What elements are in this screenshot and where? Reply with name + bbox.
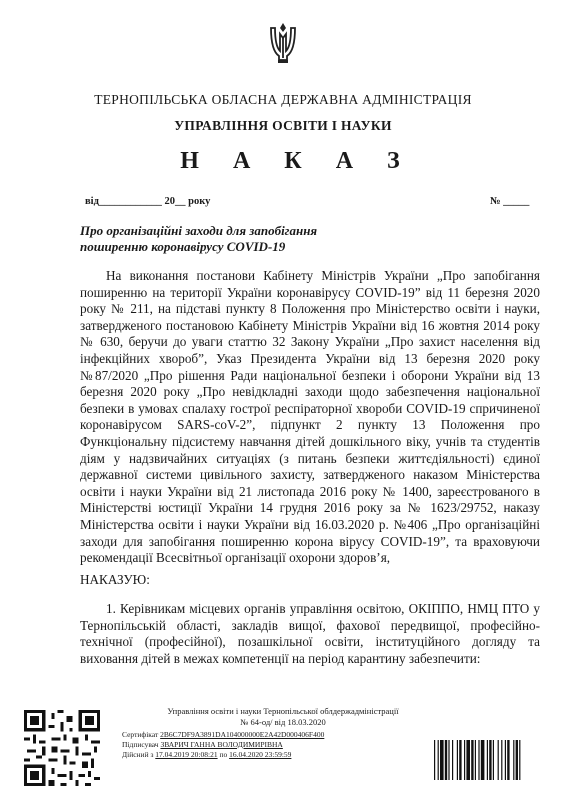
certificate-row: [122, 730, 324, 740]
valid-to-label: по: [219, 750, 228, 759]
registry-line: Управління освіти і науки Тернопільської облдержадміністрації: [167, 706, 399, 716]
signer-label: Підписувач: [122, 740, 159, 749]
body-paragraph: На виконання постанови Кабінету Міністрів України „Про запобігання поширенню на території України коронавірусу COVID-19” від 11 березня 2020 року № 211, на підставі пункту 8 Положення про Міністерство освіти і науки, затвердженого постановою Кабінету Міністрів України від 16 жовтня 2014 року № 630, беручи до уваги статтю 32 Закону України „Про захист населення від інфекційних хвороб”, Указ Президента України від 13 березня 2020 року №87/2020 „Про рішення Ради національної безпеки і оборони України від 13 березня 2020 року „Про невідкладні заходи щодо забезпечення національної безпеки в умовах спалаху гострої респіраторної хвороби COVID-19 спричиненої коронавірусом SARS-coV-2”, підпункт 2 пункту 13 Положення про Функціональну підсистему навчання дітей дошкільного віку, учнів та студентів діям у надзвичайних ситуаціях (з питань безпеки життєдіяльності) єдиної державної системи цивільного захисту, затвердженого наказом Міністерства освіти і науки України від 21 листопада 2016 року № 1400, зареєстрованого в Міністерстві юстиції України 14 грудня 2016 року за № 1623/29752, наказу Міністерства освіти і науки України від 16.03.2020 р. №406 „Про організаційні заходи для запобігання поширенню корона вірусу COVID-19”, та враховуючи рекомендації Всесвітньої організації охорони здоров’я,: [80, 268, 540, 566]
signature-certificate-block: [122, 730, 324, 760]
subject-line: Про організаційні заходи для запобігання: [80, 223, 318, 238]
org-name: ТЕРНОПІЛЬСЬКА ОБЛАСНА ДЕРЖАВНА АДМІНІСТРАЦІЯ: [94, 92, 472, 107]
subject-line: поширенню коронавірусу COVID-19: [80, 239, 286, 254]
validity-row: [122, 750, 324, 760]
order-heading: НАКАЗУЮ:: [80, 572, 150, 587]
date-line: від____________ 20__ року: [85, 196, 211, 207]
barcode-icon: [434, 740, 552, 780]
valid-label: Дійсний з: [122, 750, 154, 759]
registry-number: № 64-од/ від 18.03.2020: [240, 717, 326, 727]
department-name: УПРАВЛІННЯ ОСВІТИ І НАУКИ: [174, 118, 392, 133]
document-subject: [80, 223, 340, 255]
valid-from: 17.04.2019 20:08:21: [155, 750, 218, 759]
cert-value: 2B6C7DF9A3891DA104000000E2A42D000406F400: [160, 730, 325, 739]
trident-emblem-icon: [269, 22, 297, 64]
registry-stamp: [0, 706, 566, 728]
valid-to: 16.04.2020 23:59:59: [229, 750, 292, 759]
document-title: Н А К А З: [180, 148, 414, 174]
signer-row: [122, 740, 324, 750]
number-line: № _____: [490, 196, 530, 207]
cert-label: Сертифікат: [122, 730, 159, 739]
body-paragraph: 1. Керівникам місцевих органів управління освітою, ОКІППО, НМЦ ПТО у Тернопільській області, закладів вищої, фахової передвищої, професійно-технічної (професійної), позашкільної освіти, інституційного догляду та виховання дітей в межах компетенції на період карантину забезпечити:: [80, 601, 540, 666]
signer-value: ЗВАРИЧ ГАННА ВОЛОДИМИРІВНА: [160, 740, 283, 749]
